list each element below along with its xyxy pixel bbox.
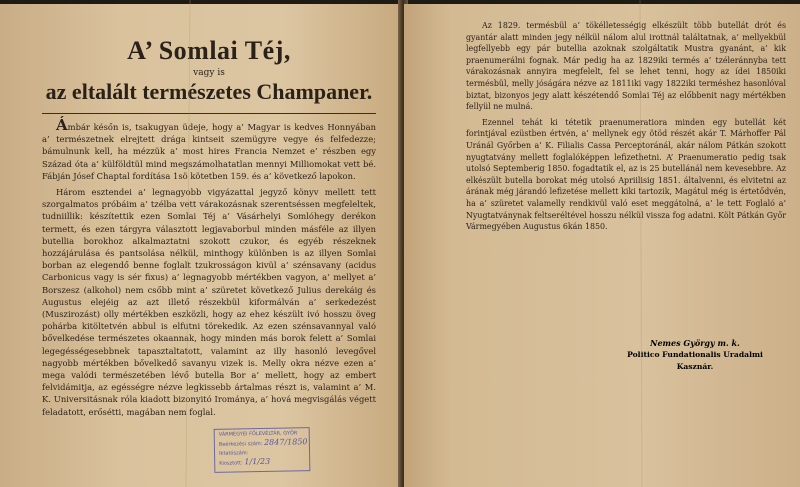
stamp-issued-value: 1/1/23 — [244, 456, 271, 466]
stamp-received-label: Beérkezési szám: — [218, 440, 263, 448]
archive-stamp — [214, 427, 311, 473]
stamp-header: VÁRMEGYEI FŐLEVÉLTÁR, GYŐR — [218, 430, 298, 438]
stamp-received-value: 2847/1850 — [263, 436, 308, 447]
page-title: A’ Somlai Téj, — [127, 36, 291, 65]
signature-block — [610, 337, 780, 373]
right-paragraph-2: Ezennel tehát ki tétetik praenumeratiora minden egy butellát két forintjával ezüstben értvén, a’ mellynek egy ötöd részét akár T. Márhoffer Pál Uránál Győrben a’ K. Filialis Cassa Perceptoránál, akár nálom Pátkán szokott nyugtatvány mellett foglalóképpen lefizethetni. A’ Praenumeratio pedig tsak utolsó Septemberig 1850. fogadtatik el, az is 25 butellánál nem kevesebbre. Az elkészült butella borokat még utolsó Apriilisig 1851. általvenni, és elvitetni az árának még járandó lefizetése mellett kiki tartozik, Magátul még is értetődvén, ha a’ szüretet valamelly rendkivül való eset meggátolná, a’ le tett Foglaló a’ Nyugtatványnak feltseréltével hosszu nélkül vissza fog adatni. Költ Pátkán Győr Vármegyében Augustus 6kán 1850. — [466, 117, 786, 232]
right-page — [404, 4, 800, 487]
stamp-row-issued — [219, 457, 305, 468]
stamp-reference-label: Iktatószám: — [219, 450, 249, 457]
intro-text: mbár későn is, tsakugyan üdeje, hogy a’ Magyar is kedves Honnyában a’ természetnek elrejtett drága kintseit szemügyre vegye és felfedezze; bámulnunk kell, ha mézzük a’ most hires Francia Nemzet e’ részben egy Század óta a’ külföldtül mind megszámolhatatlan mennyi Milliomokat vett bé. Fábján Jósef Chaptal fordítása 1sö kötetben 159. és a’ következő lapokon. — [42, 122, 376, 181]
title-conjunction: vagy is — [193, 68, 225, 78]
intro-paragraph — [42, 116, 376, 182]
left-page — [0, 4, 402, 487]
signature-name: Nemes György m. k. — [650, 338, 740, 348]
page-subtitle: az eltalált természetes Champaner. — [45, 79, 373, 104]
signature-title: Politico Fundationalis Uradalmi Kasznár. — [627, 350, 763, 371]
drop-cap: Á — [56, 116, 68, 134]
stamp-row-received — [218, 436, 308, 449]
stamp-issued-label: Kiosztott: — [219, 459, 243, 467]
body-paragraph: Három esztendei a’ legnagyobb vigyázattal jegyző könyv mellett tett szorgalmatos próbáim a’ tzélba vett várakozásnak szerentséssen megfeleltek, tudniillik: készítettik ezen Somlai Téj a’ Vásárhelyi Somlóhegy derékon termett, és ezen tárgyra választott legjavaborbul minden másféle az illyen butellia borokhoz alkalmaztatni szokott czukor, és egyéb részeknek hozzájárulása és pantsolása nélkül, minthogy különben is az illyen Somlai borban az elegendő benne foglalt tzukrosságon kivül a’ szénsavany (acidus Carbonicus vagy is sér fixus) a’ legnagyobb mértékben vagyon, a’ mellyet a’ Borszesz (alkohol) nem csőbb mint a’ szüretet következő Julius derekáig és Augustus elejéig az azt illető részekbül kiformálván a’ serkedezést (Muszirozást) olly mértékben eszközli, hogy az ehez készült ivó hosszu öveg pohárba kitöltetvén abbul is elfutni törekedik. Az ezen szénsavannyal való bővelkedése természetes okaannak, hogy minden más borok felett a’ Somlai legegésségesebbnek tapasztaltatott, valamint az illy hasonló levegővel nagyobb mértékben bővelkedő savanyu vizek is. Melly okra nézve ezen a’ mega valódi természetében lévő butella Bor a’ mellett, hogy az embert felvidámitja, az egésségre nézve legkissebb ártalmas részt is, valamint a’ M. K. Universitásnak róla kiadott bizonyitó Irománya, a’ hová megvisgálás végett feladatott, erősétti, magában nem foglal. — [42, 187, 376, 417]
right-paragraph-1: Az 1829. termésbül a’ tökélletességig elkészült több butellát drót és gyantár alatt minden jegy nélkül nálom alul irottnál találtatnak, a’ mellyekbül legfellyebb egy pár butellia azoknak szolgáltatik Mustra gyanánt, a’ kik praenumerálni fognak. Már pedig ha az 1829iki termés a’ tzéleránnyba tett várakozásnak annyira megfelelt, fel se lehet tenni, hogy az ídei 1850iki termésbül, melly jóságára nézve az 1811iki vagy 1822iki terméshez hasonlóval biztat, bizonyos jegy alatt készétendő Somlai Téj az előbbenit nagy mértékben fellyül ne mulná. — [466, 21, 786, 112]
title-rule — [42, 113, 376, 114]
